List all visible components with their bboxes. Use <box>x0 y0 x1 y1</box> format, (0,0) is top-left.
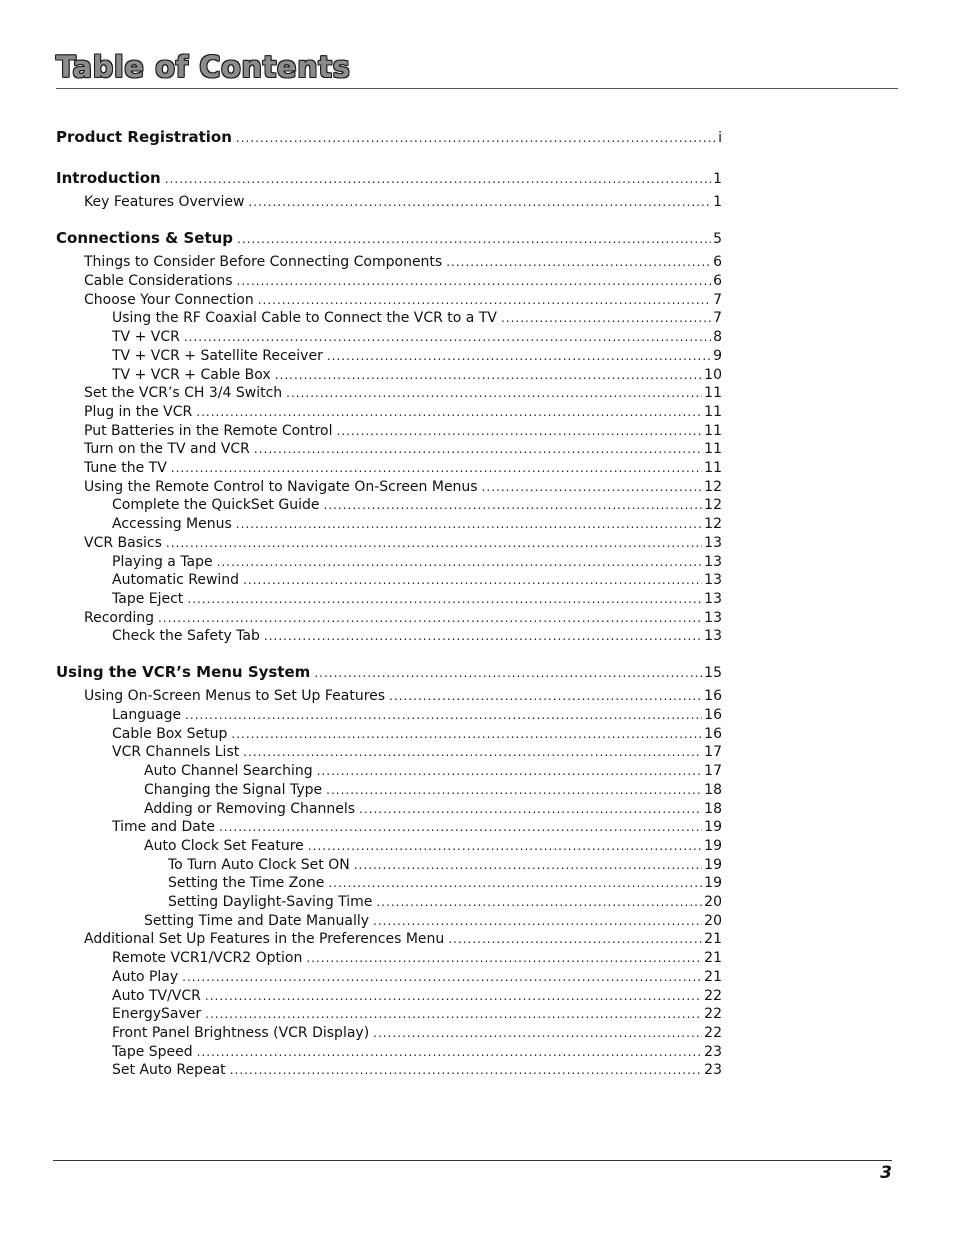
toc-entry-page: 22 <box>704 988 722 1004</box>
dot-leader <box>306 949 702 967</box>
toc-entry-label: Time and Date <box>112 819 215 835</box>
toc-entry[interactable] <box>84 193 722 211</box>
toc-entry-label: VCR Channels List <box>112 744 240 760</box>
dot-leader <box>373 912 702 930</box>
toc-entry[interactable] <box>112 1024 722 1042</box>
toc-entry-label: Playing a Tape <box>112 554 213 570</box>
dot-leader <box>354 856 702 874</box>
toc-entry-page: 11 <box>704 423 722 439</box>
toc-entry-label: Things to Consider Before Connecting Components <box>84 254 443 270</box>
toc-entry-page: 1 <box>713 171 722 187</box>
toc-entry-label: Recording <box>84 610 155 626</box>
dot-leader <box>327 347 711 365</box>
toc-entry-label: Cable Box Setup <box>112 726 228 742</box>
dot-leader <box>501 309 711 327</box>
toc-entry-label: Put Batteries in the Remote Control <box>84 423 333 439</box>
toc-entry-label: To Turn Auto Clock Set ON <box>168 857 350 873</box>
toc-entry[interactable] <box>84 403 722 421</box>
toc-entry-page: 13 <box>704 628 722 644</box>
toc-entry-label: Plug in the VCR <box>84 404 193 420</box>
toc-entry-page: i <box>718 130 722 146</box>
toc-entry-page: 11 <box>704 404 722 420</box>
toc-entry-label: Setting Daylight-Saving Time <box>168 894 373 910</box>
toc-entry[interactable] <box>112 1005 722 1023</box>
toc-entry-label: Turn on the TV and VCR <box>84 441 250 457</box>
toc-entry-label: Accessing Menus <box>112 516 232 532</box>
dot-leader <box>254 440 702 458</box>
toc-entry-label: Tape Speed <box>112 1044 193 1060</box>
toc-entry-page: 16 <box>704 688 722 704</box>
dot-leader <box>317 762 703 780</box>
toc-entry-label: Language <box>112 707 182 723</box>
dot-leader <box>258 291 711 309</box>
dot-leader <box>314 664 702 682</box>
toc-entry-label: Tape Eject <box>112 591 184 607</box>
dot-leader <box>237 272 712 290</box>
page-title: Table of Contents <box>56 50 351 84</box>
toc-entry-page: 5 <box>713 231 722 247</box>
toc-entry[interactable] <box>112 743 722 761</box>
toc-entry-label: Cable Considerations <box>84 273 233 289</box>
toc-entry-label: Setting Time and Date Manually <box>144 913 370 929</box>
toc-entry-label: Set Auto Repeat <box>112 1062 226 1078</box>
toc-entry[interactable] <box>84 384 722 402</box>
toc-entry[interactable] <box>144 800 722 818</box>
toc-entry-label: Additional Set Up Features in the Preferences Menu <box>84 931 445 947</box>
toc-entry[interactable] <box>112 1043 722 1061</box>
toc-entry-label: Auto TV/VCR <box>112 988 201 1004</box>
toc-entry-label: Connections & Setup <box>56 229 234 247</box>
dot-leader <box>243 743 702 761</box>
toc-entry[interactable] <box>84 459 722 477</box>
toc-entry[interactable] <box>84 253 722 271</box>
dot-leader <box>205 1005 702 1023</box>
dot-leader <box>264 627 702 645</box>
toc-entry-label: Auto Clock Set Feature <box>144 838 304 854</box>
toc-entry-label: Key Features Overview <box>84 194 245 210</box>
dot-leader <box>197 1043 703 1061</box>
toc-entry-page: 18 <box>704 782 722 798</box>
toc-entry-label: Auto Channel Searching <box>144 763 313 779</box>
toc-section-entry[interactable] <box>56 169 722 188</box>
toc-entry-label: Using On-Screen Menus to Set Up Features <box>84 688 386 704</box>
dot-leader <box>196 403 702 421</box>
toc-section-entry[interactable] <box>56 229 722 248</box>
toc-section-entry[interactable] <box>56 128 722 147</box>
toc-entry[interactable] <box>112 968 722 986</box>
toc-entry-page: 6 <box>713 273 722 289</box>
toc-entry[interactable] <box>112 328 722 346</box>
toc-entry-page: 23 <box>704 1044 722 1060</box>
toc-entry-page: 13 <box>704 554 722 570</box>
toc-entry-label: Check the Safety Tab <box>112 628 260 644</box>
toc-entry-page: 9 <box>713 348 722 364</box>
toc-entry-page: 20 <box>704 913 722 929</box>
toc-entry-page: 19 <box>704 838 722 854</box>
toc-entry[interactable] <box>168 856 722 874</box>
toc-entry-page: 20 <box>704 894 722 910</box>
toc-entry-label: Remote VCR1/VCR2 Option <box>112 950 303 966</box>
toc-entry[interactable] <box>112 515 722 533</box>
toc-entry-page: 8 <box>713 329 722 345</box>
toc-entry-page: 16 <box>704 726 722 742</box>
toc-entry[interactable] <box>112 725 722 743</box>
toc-entry[interactable] <box>112 987 722 1005</box>
dot-leader <box>337 422 703 440</box>
toc-entry[interactable] <box>84 272 722 290</box>
dot-leader <box>243 571 702 589</box>
toc-entry-page: 12 <box>704 479 722 495</box>
toc-entry[interactable] <box>112 590 722 608</box>
toc-entry[interactable] <box>84 534 722 552</box>
toc-entry-page: 11 <box>704 441 722 457</box>
toc-entry-label: Using the VCR’s Menu System <box>56 663 311 681</box>
dot-leader <box>185 706 702 724</box>
dot-leader <box>217 553 703 571</box>
toc-entry[interactable] <box>112 627 722 645</box>
toc-entry[interactable] <box>84 930 722 948</box>
toc-entry-label: Using the RF Coaxial Cable to Connect the VCR to a TV <box>112 310 497 326</box>
toc-entry[interactable] <box>144 781 722 799</box>
toc-entry-page: 11 <box>704 385 722 401</box>
dot-leader <box>187 590 702 608</box>
toc-entry[interactable] <box>112 706 722 724</box>
toc-entry-page: 19 <box>704 875 722 891</box>
dot-leader <box>205 987 702 1005</box>
toc-entry-label: Adding or Removing Channels <box>144 801 356 817</box>
toc-entry-page: 15 <box>704 665 722 681</box>
dot-leader <box>219 818 702 836</box>
toc-entry[interactable] <box>144 762 722 780</box>
toc-entry-page: 21 <box>704 931 722 947</box>
toc-entry-page: 13 <box>704 610 722 626</box>
toc-entry-label: Setting the Time Zone <box>168 875 325 891</box>
toc-entry-label: Front Panel Brightness (VCR Display) <box>112 1025 370 1041</box>
toc-entry-page: 1 <box>713 194 722 210</box>
page-number: 3 <box>880 1163 892 1183</box>
toc-entry-label: Choose Your Connection <box>84 292 254 308</box>
dot-leader <box>376 893 702 911</box>
dot-leader <box>286 384 702 402</box>
toc-entry-page: 19 <box>704 857 722 873</box>
toc-entry[interactable] <box>112 949 722 967</box>
toc-entry-label: VCR Basics <box>84 535 162 551</box>
toc-entry[interactable] <box>112 309 722 327</box>
dot-leader <box>323 496 702 514</box>
toc-entry-page: 17 <box>704 744 722 760</box>
toc-entry-page: 10 <box>704 367 722 383</box>
toc-entry[interactable] <box>84 687 722 705</box>
toc-entry-page: 23 <box>704 1062 722 1078</box>
toc-entry-page: 18 <box>704 801 722 817</box>
toc-entry-page: 22 <box>704 1025 722 1041</box>
toc-entry-page: 12 <box>704 497 722 513</box>
dot-leader <box>230 1061 702 1079</box>
toc-entry[interactable] <box>112 571 722 589</box>
toc-entry-label: EnergySaver <box>112 1006 202 1022</box>
toc-entry-page: 11 <box>704 460 722 476</box>
toc-entry-page: 19 <box>704 819 722 835</box>
dot-leader <box>166 534 702 552</box>
toc-entry-page: 6 <box>713 254 722 270</box>
toc-entry-label: Introduction <box>56 169 161 187</box>
toc-entry-label: Using the Remote Control to Navigate On-Screen Menus <box>84 479 478 495</box>
toc-entry-page: 7 <box>713 292 722 308</box>
toc-entry-label: TV + VCR <box>112 329 180 345</box>
dot-leader <box>236 515 702 533</box>
dot-leader <box>231 725 702 743</box>
dot-leader <box>359 800 702 818</box>
toc-entry-label: Automatic Rewind <box>112 572 240 588</box>
toc-entry-page: 21 <box>704 969 722 985</box>
dot-leader <box>182 968 702 986</box>
toc-entry[interactable] <box>112 366 722 384</box>
toc-entry[interactable] <box>112 347 722 365</box>
dot-leader <box>482 478 703 496</box>
dot-leader <box>248 193 711 211</box>
dot-leader <box>158 609 702 627</box>
dot-leader <box>326 781 702 799</box>
dot-leader <box>275 366 702 384</box>
toc-entry-page: 12 <box>704 516 722 532</box>
toc-entry[interactable] <box>112 496 722 514</box>
dot-leader <box>236 129 716 147</box>
toc-entry-page: 16 <box>704 707 722 723</box>
toc-entry[interactable] <box>84 291 722 309</box>
dot-leader <box>308 837 702 855</box>
toc-entry-label: Changing the Signal Type <box>144 782 323 798</box>
toc-entry[interactable] <box>144 912 722 930</box>
toc-entry-page: 22 <box>704 1006 722 1022</box>
toc-entry-page: 17 <box>704 763 722 779</box>
dot-leader <box>446 253 711 271</box>
dot-leader <box>448 930 702 948</box>
toc-entry-label: TV + VCR + Satellite Receiver <box>112 348 323 364</box>
toc-entry-label: Complete the QuickSet Guide <box>112 497 320 513</box>
toc-entry[interactable] <box>112 1061 722 1079</box>
dot-leader <box>237 230 711 248</box>
toc-entry[interactable] <box>84 609 722 627</box>
dot-leader <box>171 459 702 477</box>
dot-leader <box>165 170 711 188</box>
toc-entry[interactable] <box>144 837 722 855</box>
dot-leader <box>184 328 711 346</box>
toc-entry[interactable] <box>84 440 722 458</box>
dot-leader <box>373 1024 702 1042</box>
toc-entry-page: 7 <box>713 310 722 326</box>
toc-entry[interactable] <box>168 893 722 911</box>
toc-entry-page: 21 <box>704 950 722 966</box>
toc-entry[interactable] <box>84 422 722 440</box>
toc-entry[interactable] <box>112 818 722 836</box>
toc-entry-label: TV + VCR + Cable Box <box>112 367 271 383</box>
toc-entry[interactable] <box>84 478 722 496</box>
toc-entry-page: 13 <box>704 591 722 607</box>
toc-entry[interactable] <box>168 874 722 892</box>
toc-entry-label: Product Registration <box>56 128 232 146</box>
dot-leader <box>389 687 702 705</box>
footer-divider <box>53 1160 892 1161</box>
toc-section-entry[interactable] <box>56 663 722 682</box>
toc-entry-page: 13 <box>704 572 722 588</box>
dot-leader <box>328 874 702 892</box>
toc-entry-label: Auto Play <box>112 969 179 985</box>
toc-entry-page: 13 <box>704 535 722 551</box>
toc-entry-label: Tune the TV <box>84 460 167 476</box>
toc-entry[interactable] <box>112 553 722 571</box>
toc-entry-label: Set the VCR’s CH 3/4 Switch <box>84 385 283 401</box>
